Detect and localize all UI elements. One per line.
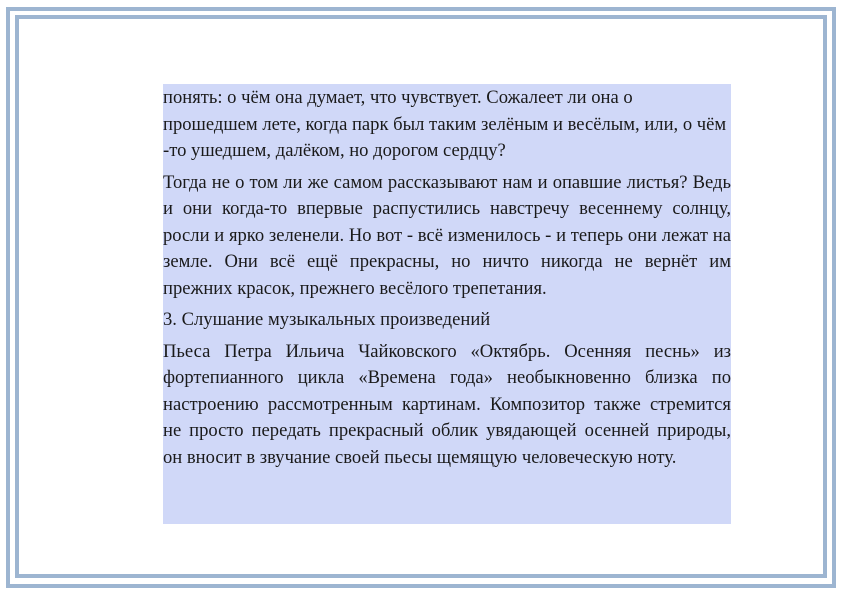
paragraph-autumn-park: понять: о чём она думает, что чувствует. Сожалеет ли она о прошедшем лете, когда парк был таким зелёным и весёлым, или, о чём -то ушедшем, далёком, но дорогом сердцу? xyxy=(163,87,727,161)
highlighted-text-block xyxy=(163,84,731,524)
paragraph-fallen-leaves: Тогда не о том ли же самом рассказывают нам и опавшие листья? Ведь и они когда-то впервые распустились навстречу весеннему солнцу, росли и ярко зеленели. Но вот - всё изменилось - и теперь они лежат на земле. Они всё ещё прекрасны, но ничто никогда не вернёт им прежних красок, прежнего весёлого трепетания. xyxy=(163,171,731,299)
paragraph-tchaikovsky-october: Пьеса Петра Ильича Чайковского «Октябрь. Осенняя песнь» из фортепианного цикла «Времена года» необыкновенно близка по настроению рассмотренным картинам. Композитор также стремится не просто передать прекрасный облик увядающей осенней природы, он вносит в звучание своей пьесы щемящую человеческую ноту. xyxy=(163,340,731,468)
section-heading-music-listening: 3. Слушание музыкальных произведений xyxy=(163,309,491,330)
